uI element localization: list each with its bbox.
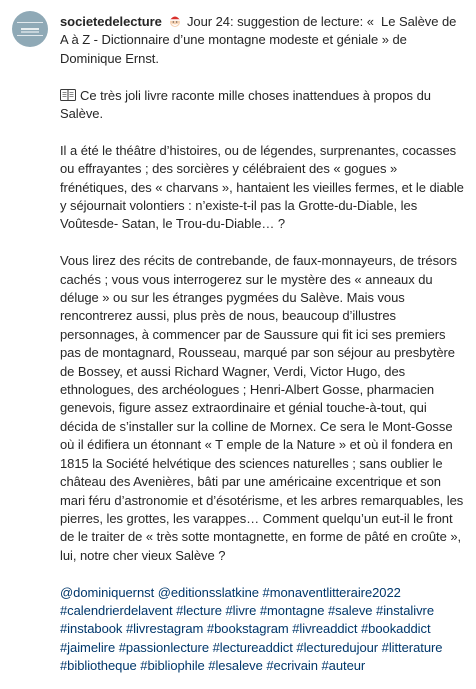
hashtag-link[interactable]: #lectureaddict [212,639,293,655]
hashtag-link[interactable]: #saleve [328,602,373,618]
mention-link[interactable]: @dominiquernst [60,584,155,600]
hashtag-link[interactable]: #calendrierdelavent [60,602,173,618]
open-book-icon [60,89,76,101]
hashtag-link[interactable]: #bookaddict [360,621,431,637]
username-link[interactable]: societedelecture [60,14,162,29]
hashtag-link[interactable]: #lecture [176,602,222,618]
hashtag-link[interactable]: #livrestagram [125,621,204,637]
hashtag-link[interactable]: #montagne [259,602,325,618]
hashtag-link[interactable]: #bibliotheque [60,658,137,674]
hashtag-link[interactable]: #passionlecture [118,639,210,655]
profile-avatar[interactable] [12,11,48,47]
hashtag-link[interactable]: #livre [225,602,257,618]
santa-claus-icon [168,14,182,28]
hashtag-link[interactable]: #jaimelire [60,639,116,655]
hashtag-link[interactable]: #livreaddict [292,621,358,637]
hashtag-link[interactable]: #monaventlitteraire2022 [262,584,401,600]
caption-paragraph-stories: Vous lirez des récits de contrebande, de faux-monnayeurs, de trésors cachés ; vous vous interrogerez sur le mystère des « anneaux du déluge » ou sur les étranges pygmées du Salève. Mais vous rencontrerez aussi, plus près de nous, beaucoup d’illustres personnages, à commencer par de Saussure qui fit ici ses premiers pas de montagnard, Rousseau, marqué par son séjour au presbytère de Bossey, et aussi Richard Wagner, Verdi, Victor Hugo, des ethnologues, des archéologues ; Henri-Albert Gosse, pharmacien genevois, figure assez extraordinaire et génial touche-à-tout, qui décida de s’installer sur la colline de Mornex. Ce sera le Mont-Gosse où il édifiera un étonnant « T emple de la Nature » et où il fondera en 1815 la Société helvétique des sciences naturelles ; sans oublier le château des Avenières, bâti par une américaine excentrique et son mari féru d’astronomie et d’ésotérisme, et les arbres remarquables, les pierres, les grottes, les varappes… Comment quelqu’un eut-il le front de le traiter de « très sotte montagnette, en forme de pâté en croûte », lui, notre cher vieux Salève ? [60,253,467,563]
avatar-logo [17,22,43,36]
hashtag-link[interactable]: #ecrivain [266,658,318,674]
caption-paragraph-legends: Il a été le théâtre d’histoires, ou de légendes, surprenantes, cocasses ou effrayantes ; des sorcières y célébraient des « gogues » frénétiques, des « charvans », hantaient les vieilles fermes, et le diable y séjournait volontiers : n’existe-t-il pas la Grotte-du-Diable, les Voûtesde- Satan, le Trou-du-Diable… ? [60,142,468,232]
caption-body [60,13,468,676]
caption-book-text: Ce très joli livre raconte mille choses inattendues à propos du Salève. [60,87,435,122]
caption-paragraph-book [60,87,465,124]
hashtag-link[interactable]: #auteur [321,658,366,674]
caption-first-line: Jour 24: suggestion de lecture: « Le Salève de A à Z - Dictionnaire d’une montagne modeste et géniale » de Dominique Ernst. [60,14,460,66]
hashtag-link[interactable]: #bookstagram [206,621,289,637]
hashtag-link[interactable]: #instabook [60,621,123,637]
hashtag-link[interactable]: #bibliophile [140,658,205,674]
mention-link[interactable]: @editionsslatkine [157,584,259,600]
hashtag-link[interactable]: #instalivre [376,602,435,618]
hashtag-link[interactable]: #lecturedujour [296,639,379,655]
hashtag-list [60,584,465,676]
hashtag-link[interactable]: #lesaleve [208,658,263,674]
hashtag-link[interactable]: #litterature [381,639,443,655]
caption-paragraph-intro [60,13,465,68]
